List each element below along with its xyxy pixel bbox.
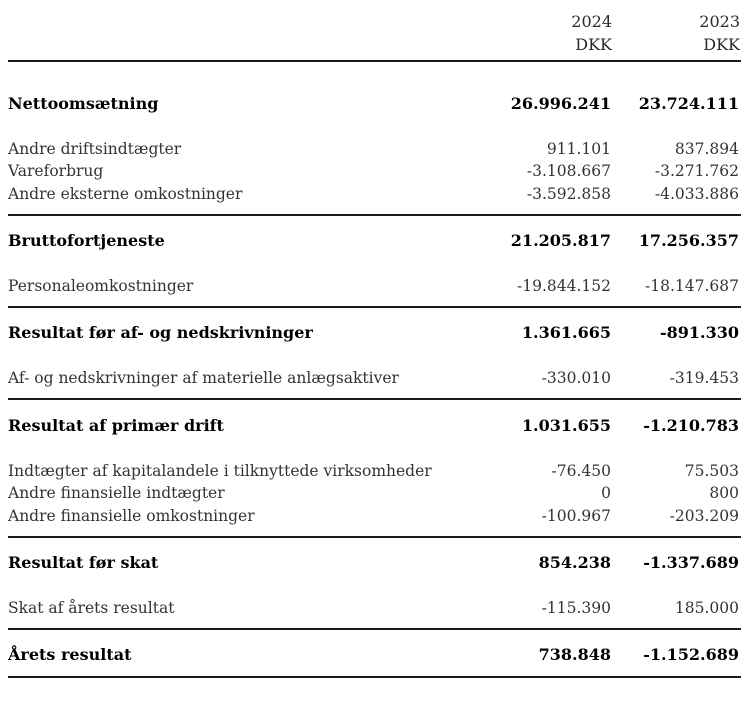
table-row [8,460,741,483]
row-value-2024: -3.108.667 [526,162,611,180]
row-label: Andre finansielle omkostninger [8,507,255,525]
row-label: Af- og nedskrivninger af materielle anlægsaktiver [8,369,399,387]
row-value-2023: -319.453 [669,369,739,387]
header-year-2023: 2023 [699,12,740,31]
section-divider [8,214,741,216]
row-value-2024: -330.010 [541,369,611,387]
row-value-2024: 738.848 [538,645,611,664]
row-label: Resultat før skat [8,553,159,572]
header-year-2024: 2024 [571,12,612,31]
column-header-2023 [699,11,740,56]
table-row [8,414,741,437]
row-value-2024: 26.996.241 [510,94,611,113]
section-divider [8,398,741,400]
table-row [8,505,741,528]
row-value-2024: 1.031.655 [521,416,611,435]
row-value-2023: 800 [709,484,739,502]
row-label: Personaleomkostninger [8,277,194,295]
row-value-2023: 17.256.357 [638,231,739,250]
row-label: Andre finansielle indtægter [8,484,225,502]
row-value-2024: 1.361.665 [521,323,611,342]
table-row [8,183,741,206]
row-value-2023: 75.503 [684,462,739,480]
row-value-2024: -100.967 [541,507,611,525]
row-value-2023: 23.724.111 [638,94,739,113]
row-value-2024: -76.450 [551,462,611,480]
table-row [8,643,741,666]
row-value-2024: 854.238 [538,553,611,572]
row-value-2023: -4.033.886 [654,185,739,203]
table-row [8,321,741,344]
row-label: Bruttofortjeneste [8,231,165,250]
row-value-2023: 837.894 [674,140,739,158]
table-row [8,367,741,390]
table-row [8,275,741,298]
row-label: Vareforbrug [8,162,104,180]
table-row [8,482,741,505]
row-value-2023: -1.337.689 [643,553,739,572]
row-value-2024: 911.101 [546,140,611,158]
row-label: Andre driftsindtægter [8,140,182,158]
table-row [8,138,741,161]
table-row [8,160,741,183]
row-value-2023: -3.271.762 [654,162,739,180]
row-label: Resultat før af- og nedskrivninger [8,323,313,342]
row-label: Andre eksterne omkostninger [8,185,243,203]
header-divider [8,60,741,62]
row-value-2023: -203.209 [669,507,739,525]
section-divider [8,536,741,538]
row-value-2024: 0 [601,484,611,502]
bottom-divider [8,676,741,678]
row-value-2024: -115.390 [541,599,611,617]
row-value-2024: -3.592.858 [526,185,611,203]
row-value-2023: -1.210.783 [643,416,739,435]
row-value-2023: -891.330 [659,323,739,342]
row-value-2024: -19.844.152 [517,277,611,295]
row-label: Skat af årets resultat [8,599,175,617]
row-label: Nettoomsætning [8,94,159,113]
row-label: Resultat af primær drift [8,416,224,435]
section-divider [8,306,741,308]
row-value-2023: -1.152.689 [643,645,739,664]
column-header-2024 [571,11,612,56]
header-currency-2024: DKK [575,34,612,54]
row-value-2023: 185.000 [674,599,739,617]
section-divider [8,628,741,630]
table-row [8,92,741,115]
row-label: Årets resultat [8,645,132,664]
row-label: Indtægter af kapitalandele i tilknyttede virksomheder [8,462,432,480]
table-row [8,551,741,574]
table-row [8,229,741,252]
row-value-2023: -18.147.687 [645,277,739,295]
row-value-2024: 21.205.817 [510,231,611,250]
header-currency-2023: DKK [703,34,740,54]
table-row [8,597,741,620]
